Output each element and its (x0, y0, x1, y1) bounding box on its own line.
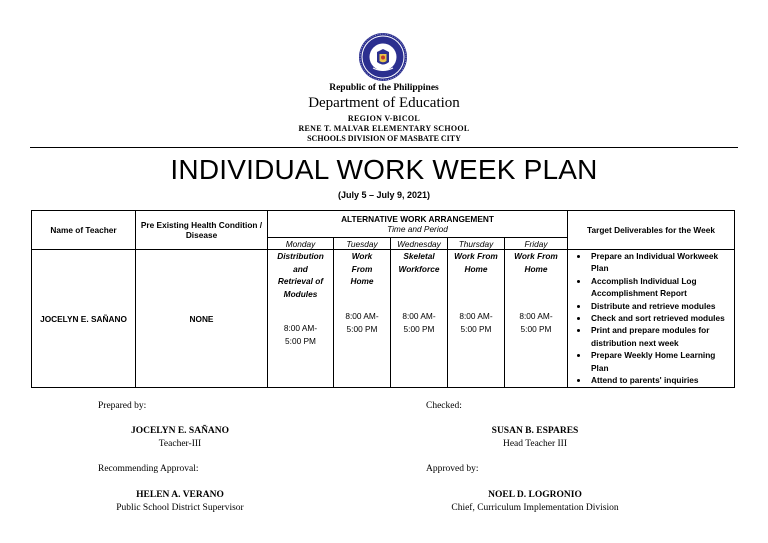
tuesday-activity-line: From (351, 263, 373, 274)
health-condition-cell: NONE (136, 250, 268, 388)
period-subtitle: (July 5 – July 9, 2021) (337, 190, 431, 200)
thursday-time (448, 310, 504, 335)
thursday-time-start: 8:00 AM- (459, 311, 493, 321)
tuesday-activity-line: Home (350, 276, 374, 286)
header-health-condition: Pre Existing Health Condition / Disease (136, 211, 268, 250)
checked-by-title: Head Teacher III (502, 439, 568, 449)
deliverable-item: • Prepare an Individual Workweek Plan (589, 250, 730, 275)
tuesday-time (334, 310, 390, 335)
deliverables-list (568, 250, 734, 386)
monday-time-start: 8:00 AM- (283, 323, 318, 333)
monday-activity-line: Distribution (277, 251, 324, 261)
deliverable-item: • Print and prepare modules for distribution next week (589, 324, 730, 349)
friday-activity-line: Home (524, 263, 548, 274)
wednesday-activity-line: Workforce (398, 263, 440, 274)
monday-activity-line: Modules (283, 288, 318, 299)
wednesday-time (391, 310, 447, 335)
wednesday-time-end: 5:00 PM (403, 323, 435, 334)
day-header-wednesday: Wednesday (391, 238, 448, 250)
awa-subtitle: Time and Period (387, 224, 448, 234)
division-heading: SCHOOLS DIVISION OF MASBATE CITY (307, 134, 461, 143)
school-heading: RENE T. MALVAR ELEMENTARY SCHOOL (298, 124, 470, 133)
deped-seal-logo (358, 32, 408, 82)
tuesday-time-start: 8:00 AM- (345, 311, 379, 321)
monday-cell (268, 250, 334, 388)
work-week-plan-table (31, 210, 735, 388)
tuesday-activity-line: Work (351, 251, 373, 261)
document-title: INDIVIDUAL WORK WEEK PLAN (170, 154, 598, 185)
thursday-activity-line: Work From (454, 251, 498, 261)
friday-time (505, 310, 567, 335)
monday-activity-line: and (293, 263, 308, 274)
day-header-friday: Friday (505, 238, 568, 250)
approved-by-title: Chief, Curriculum Implementation Division (451, 503, 619, 513)
thursday-time-end: 5:00 PM (460, 323, 492, 334)
friday-cell (505, 250, 568, 388)
deliverable-item: • Prepare Weekly Home Learning Plan (589, 349, 730, 374)
prepared-by-title: Teacher-III (158, 439, 202, 449)
day-header-monday: Monday (268, 238, 334, 250)
deliverables-cell (568, 250, 735, 388)
friday-time-start: 8:00 AM- (519, 311, 553, 321)
friday-activity-line: Work From (514, 251, 558, 261)
header-target-deliverables: Target Deliverables for the Week (568, 211, 735, 250)
teacher-name-cell: JOCELYN E. SAÑANO (32, 250, 136, 388)
prepared-by-name: JOCELYN E. SAÑANO (130, 426, 230, 436)
monday-activity-line: Retrieval of (277, 276, 324, 286)
wednesday-cell (391, 250, 448, 388)
awa-title: ALTERNATIVE WORK ARRANGEMENT (341, 214, 494, 224)
monday-time (268, 322, 333, 347)
approved-by-name: NOEL D. LOGRONIO (488, 490, 582, 500)
deliverable-item: • Check and sort retrieved modules (589, 312, 730, 324)
thursday-cell (448, 250, 505, 388)
deliverable-item: • Accomplish Individual Log Accomplishment Report (589, 275, 730, 300)
tuesday-time-end: 5:00 PM (346, 323, 378, 334)
header-divider (30, 147, 738, 148)
deliverable-item: • Distribute and retrieve modules (589, 300, 730, 312)
day-header-thursday: Thursday (448, 238, 505, 250)
recommending-name: HELEN A. VERANO (136, 490, 224, 500)
region-heading: REGION V-BICOL (347, 114, 421, 123)
republic-heading: Republic of the Philippines (329, 83, 439, 93)
wednesday-activity-line: Skeletal (403, 251, 435, 261)
header-name-of-teacher: Name of Teacher (32, 211, 136, 250)
thursday-activity-line: Home (464, 263, 488, 274)
approved-by-label: Approved by: (426, 464, 479, 474)
checked-label: Checked: (426, 401, 462, 411)
tuesday-cell (334, 250, 391, 388)
department-heading: Department of Education (308, 95, 460, 111)
recommending-approval-label: Recommending Approval: (98, 464, 199, 474)
checked-by-name: SUSAN B. ESPARES (491, 426, 579, 436)
header-awa (268, 211, 568, 238)
monday-time-end: 5:00 PM (285, 335, 316, 346)
wednesday-time-start: 8:00 AM- (402, 311, 436, 321)
deliverable-item: • Attend to parents' inquiries (589, 374, 730, 386)
prepared-by-label: Prepared by: (98, 401, 147, 411)
recommending-title: Public School District Supervisor (116, 503, 244, 513)
day-header-tuesday: Tuesday (334, 238, 391, 250)
friday-time-end: 5:00 PM (520, 323, 552, 334)
